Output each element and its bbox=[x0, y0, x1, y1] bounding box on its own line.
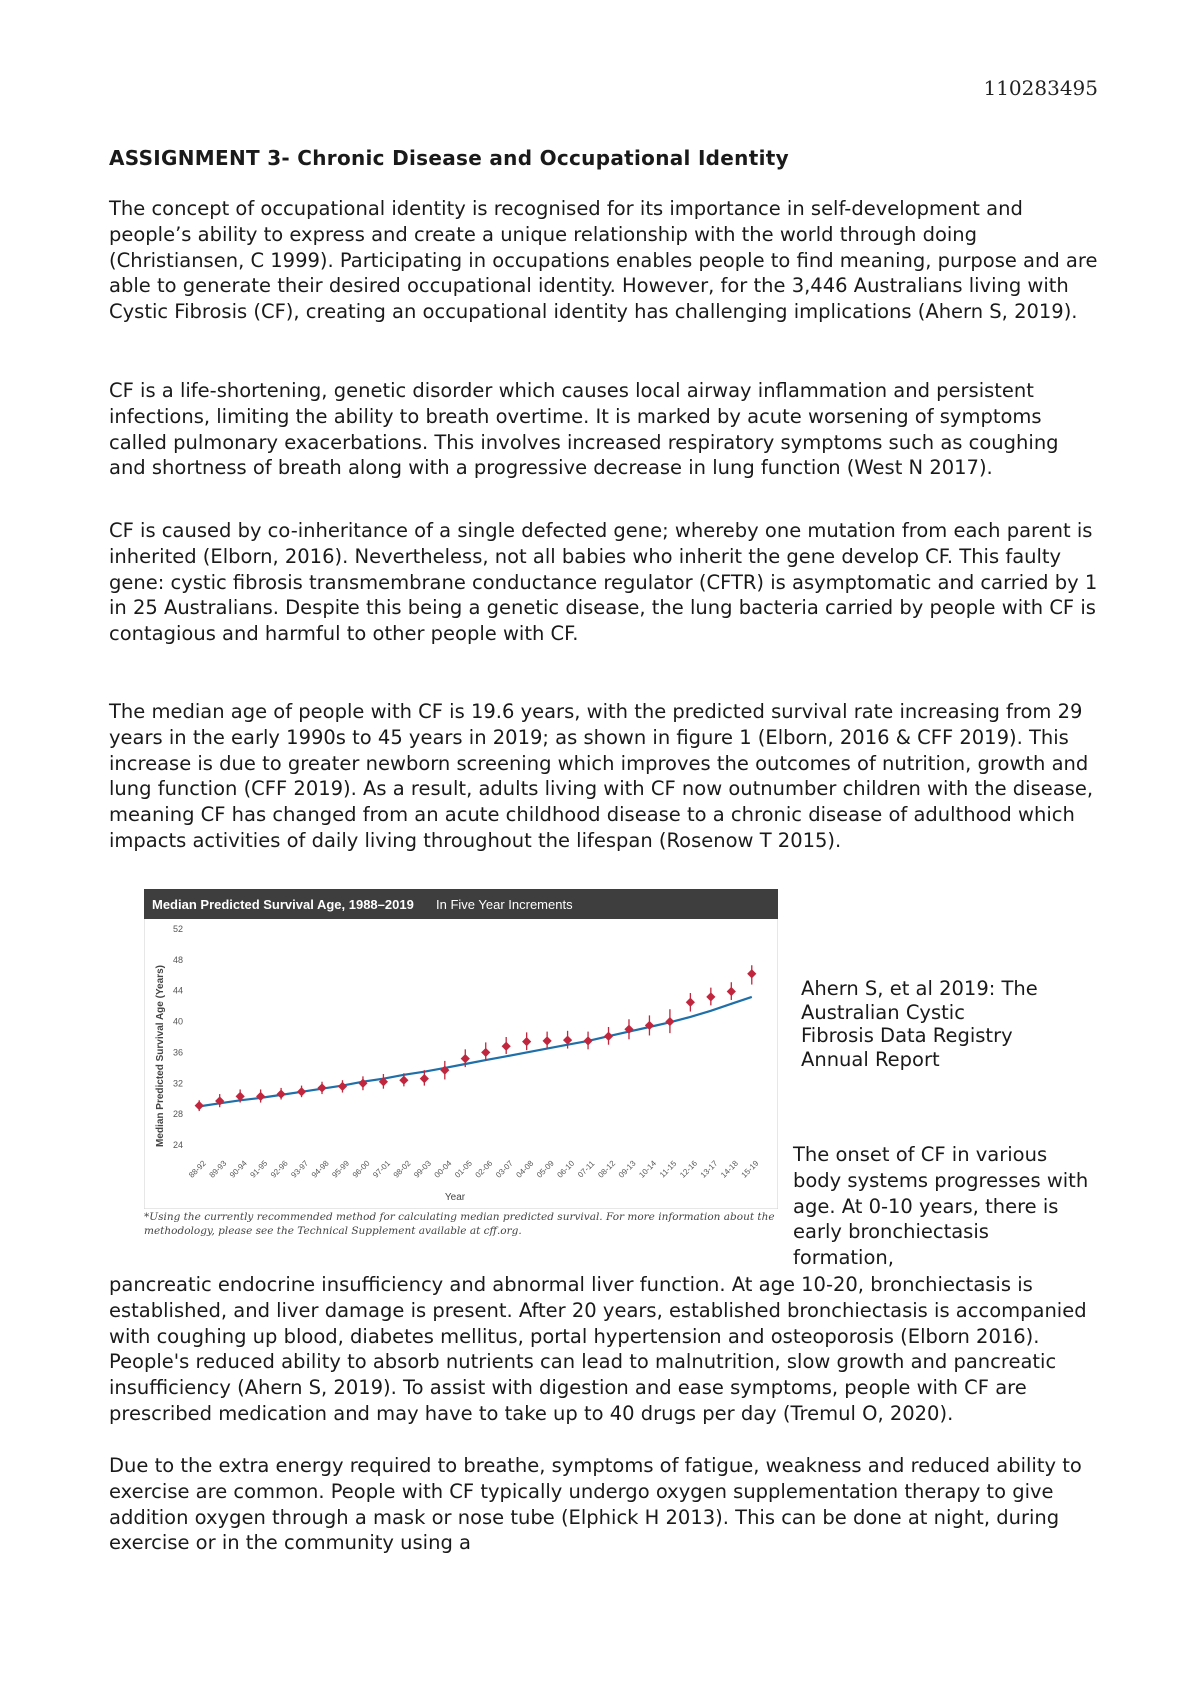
y-tick-label: 36 bbox=[172, 1047, 183, 1058]
x-tick-label: 97-01 bbox=[371, 1158, 393, 1180]
x-tick-label: 06-10 bbox=[555, 1158, 577, 1180]
x-tick-label: 04-08 bbox=[514, 1158, 536, 1180]
x-tick-label: 09-13 bbox=[616, 1158, 638, 1180]
x-tick-label: 02-06 bbox=[473, 1158, 495, 1180]
x-tick-label: 91-95 bbox=[248, 1158, 270, 1180]
x-tick-label: 00-04 bbox=[432, 1158, 454, 1180]
x-tick-label: 94-98 bbox=[309, 1158, 331, 1180]
survival-age-chart bbox=[144, 889, 778, 1209]
x-tick-label: 03-07 bbox=[494, 1158, 515, 1180]
x-axis-label: Year bbox=[444, 1192, 466, 1203]
x-tick-label: 11-15 bbox=[657, 1159, 679, 1180]
x-tick-label: 07-11 bbox=[576, 1159, 597, 1180]
paragraph-cf-genetics: CF is caused by co-inheritance of a single defected gene; whereby one mutation from each parent is inherited (Elborn, 2016). Nevertheless, not all babies who inherit the gene develop CF. This faulty gene: cystic fibrosis transmembrane conductance regulator (CFTR) is asymptomatic and carried by 1 in 25 Australians. Despite this being a genetic disease, the lung bacteria carried by people with CF is contagious and harmful to other people with CF. bbox=[109, 519, 1098, 646]
x-tick-label: 96-00 bbox=[350, 1158, 372, 1180]
paragraph-fatigue: Due to the extra energy required to breathe, symptoms of fatigue, weakness and reduced ability to exercise are common. People with CF typically undergo oxygen supplementation therapy to give addition oxygen through a mask or nose tube (Elphick H 2013). This can be done at night, during exercise or in the community using a bbox=[109, 1454, 1082, 1555]
x-tick-label: 01-05 bbox=[453, 1158, 474, 1180]
figure-caption: Ahern S, et al 2019: The Australian Cystic Fibrosis Data Registry Annual Report bbox=[801, 977, 1038, 1071]
y-tick-label: 32 bbox=[172, 1078, 183, 1089]
x-tick-label: 93-97 bbox=[289, 1158, 311, 1180]
y-tick-label: 28 bbox=[172, 1109, 183, 1120]
x-tick-label: 05-09 bbox=[534, 1158, 556, 1180]
x-tick-label: 90-94 bbox=[227, 1158, 249, 1180]
chart-title: Median Predicted Survival Age, 1988–2019 bbox=[152, 897, 414, 912]
x-tick-label: 12-16 bbox=[678, 1158, 700, 1180]
x-tick-label: 08-12 bbox=[596, 1158, 618, 1180]
x-tick-label: 89-93 bbox=[207, 1158, 229, 1180]
y-tick-label: 40 bbox=[172, 1016, 183, 1027]
x-tick-label: 88-92 bbox=[187, 1158, 208, 1180]
chart-subtitle: In Five Year Increments bbox=[436, 897, 573, 912]
paragraph-onset-wrap: The onset of CF in various body systems progresses with age. At 0-10 years, there is early bronchiectasis formation, bbox=[793, 1143, 1089, 1270]
x-tick-label: 95-99 bbox=[330, 1158, 352, 1180]
x-tick-label: 99-03 bbox=[412, 1158, 433, 1180]
paragraph-median-age: The median age of people with CF is 19.6 years, with the predicted survival rate increasing from 29 years in the early 1990s to 45 years in 2019; as shown in figure 1 (Elborn, 2016 & CFF 2019). This increase is due to greater newborn screening which improves the outcomes of nutrition, growth and lung function (CFF 2019). As a result, adults living with CF now outnumber children with the disease, meaning CF has changed from an acute childhood disease to a chronic disease of adulthood which impacts activities of daily living throughout the lifespan (Rosenow T 2015). bbox=[109, 700, 1094, 852]
assignment-title: ASSIGNMENT 3- Chronic Disease and Occupational Identity bbox=[109, 146, 789, 170]
chart-footnote: *Using the currently recommended method for calculating median predicted survival. For more information about the methodology, please see the Technical Supplement available at cff.org. bbox=[144, 1211, 775, 1237]
paragraph-occupational-identity: The concept of occupational identity is recognised for its importance in self-development and people’s ability to express and create a unique relationship with the world through doing (Christiansen, C 1999). Participating in occupations enables people to find meaning, purpose and are able to generate their desired occupational identity. However, for the 3,446 Australians living with Cystic Fibrosis (CF), creating an occupational identity has challenging implications (Ahern S, 2019). bbox=[109, 197, 1098, 324]
x-tick-label: 13-17 bbox=[698, 1158, 720, 1180]
paragraph-cf-definition: CF is a life-shortening, genetic disorder which causes local airway inflammation and persistent infections, limiting the ability to breath overtime. It is marked by acute worsening of symptoms called pulmonary exacerbations. This involves increased respiratory symptoms such as coughing and shortness of breath along with a progressive decrease in lung function (West N 2017). bbox=[109, 379, 1059, 480]
x-tick-label: 10-14 bbox=[637, 1158, 659, 1180]
x-tick-label: 98-02 bbox=[391, 1158, 413, 1180]
y-tick-label: 44 bbox=[172, 985, 183, 996]
y-tick-label: 48 bbox=[172, 954, 183, 965]
paragraph-onset-continued: pancreatic endocrine insufficiency and abnormal liver function. At age 10-20, bronchiectasis is established, and liver damage is present. After 20 years, established bronchiectasis is accompanied with coughing up blood, diabetes mellitus, portal hypertension and osteoporosis (Elborn 2016). People's reduced ability to absorb nutrients can lead to malnutrition, slow growth and pancreatic insufficiency (Ahern S, 2019). To assist with digestion and ease symptoms, people with CF are prescribed medication and may have to take up to 40 drugs per day (Tremul O, 2020). bbox=[109, 1273, 1087, 1425]
x-tick-label: 92-96 bbox=[268, 1158, 290, 1180]
y-tick-label: 52 bbox=[172, 924, 183, 934]
figure-1 bbox=[144, 889, 778, 1237]
x-tick-label: 15-19 bbox=[739, 1158, 761, 1180]
student-id: 110283495 bbox=[983, 76, 1098, 100]
x-tick-label: 14-18 bbox=[719, 1158, 740, 1180]
y-tick-label: 24 bbox=[172, 1140, 183, 1150]
y-axis-label: Median Predicted Survival Age (Years) bbox=[155, 965, 166, 1147]
